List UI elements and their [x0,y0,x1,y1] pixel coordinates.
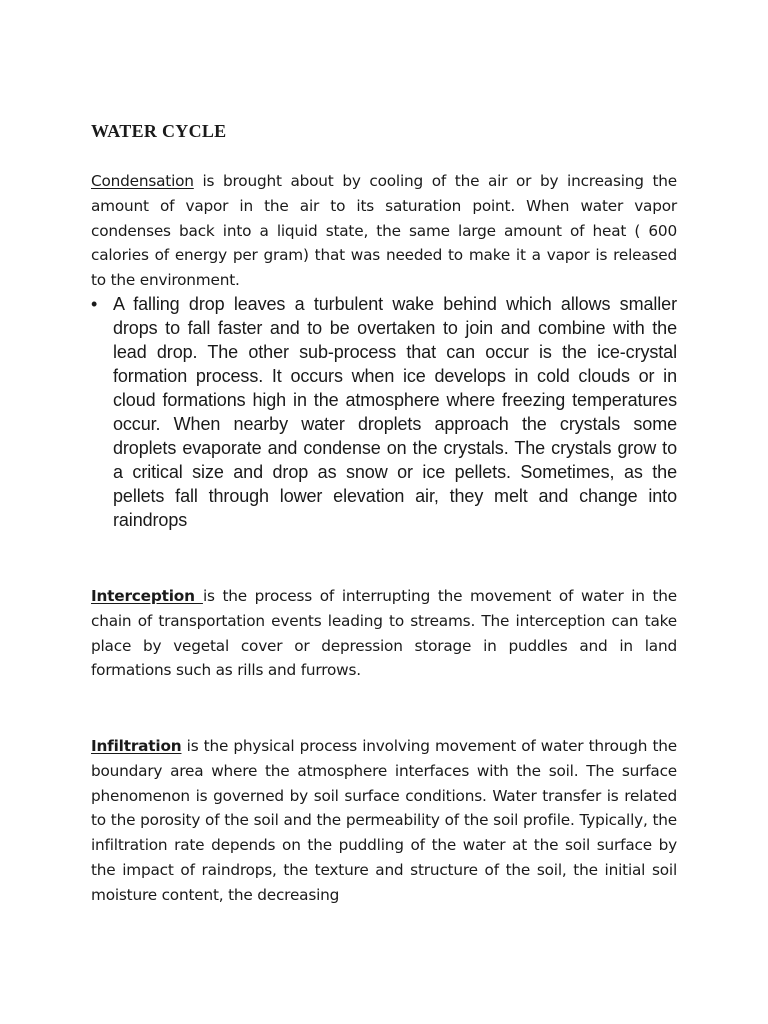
interception-term: Interception [91,587,203,605]
condensation-text: is brought about by cooling of the air or by increasing the amount of vapor in the air to its saturation point. When water vapor condenses back into a liquid state, the same large amount of heat ( 600 calories of energy per gram) that was needed to make it a vapor is released to the environment. [91,172,677,290]
bullet-text: A falling drop leaves a turbulent wake behind which allows smaller drops to fall faster and to be overtaken to join and combine with the lead drop. The other sub-process that can occur is the ice-crystal formation process. It occurs when ice develops in cold clouds or in cloud formations high in the atmosphere where freezing temperatures occur. When nearby water droplets approach the crystals some droplets evaporate and condense on the crystals. The crystals grow to a critical size and drop as snow or ice pellets. Sometimes, as the pellets fall through lower elevation air, they melt and change into raindrops [113,294,677,530]
interception-paragraph [91,584,677,683]
document-title: WATER CYCLE [91,121,227,141]
condensation-paragraph [91,169,677,293]
condensation-term: Condensation [91,172,194,190]
infiltration-text: is the physical process involving movement of water through the boundary area where the atmosphere interfaces with the soil. The surface phenomenon is governed by soil surface conditions. Water transfer is related to the porosity of the soil and the permeability of the soil profile. Typically, the infiltration rate depends on the puddling of the water at the soil surface by the impact of raindrops, the texture and structure of the soil, the initial soil moisture content, the decreasing [91,737,677,904]
infiltration-term: Infiltration [91,737,182,755]
bullet-marker: • [91,294,98,314]
infiltration-paragraph [91,734,677,908]
interception-text: is the process of interrupting the movement of water in the chain of transportation events leading to streams. The interception can take place by vegetal cover or depression storage in puddles and in land formations such as rills and furrows. [91,587,677,680]
